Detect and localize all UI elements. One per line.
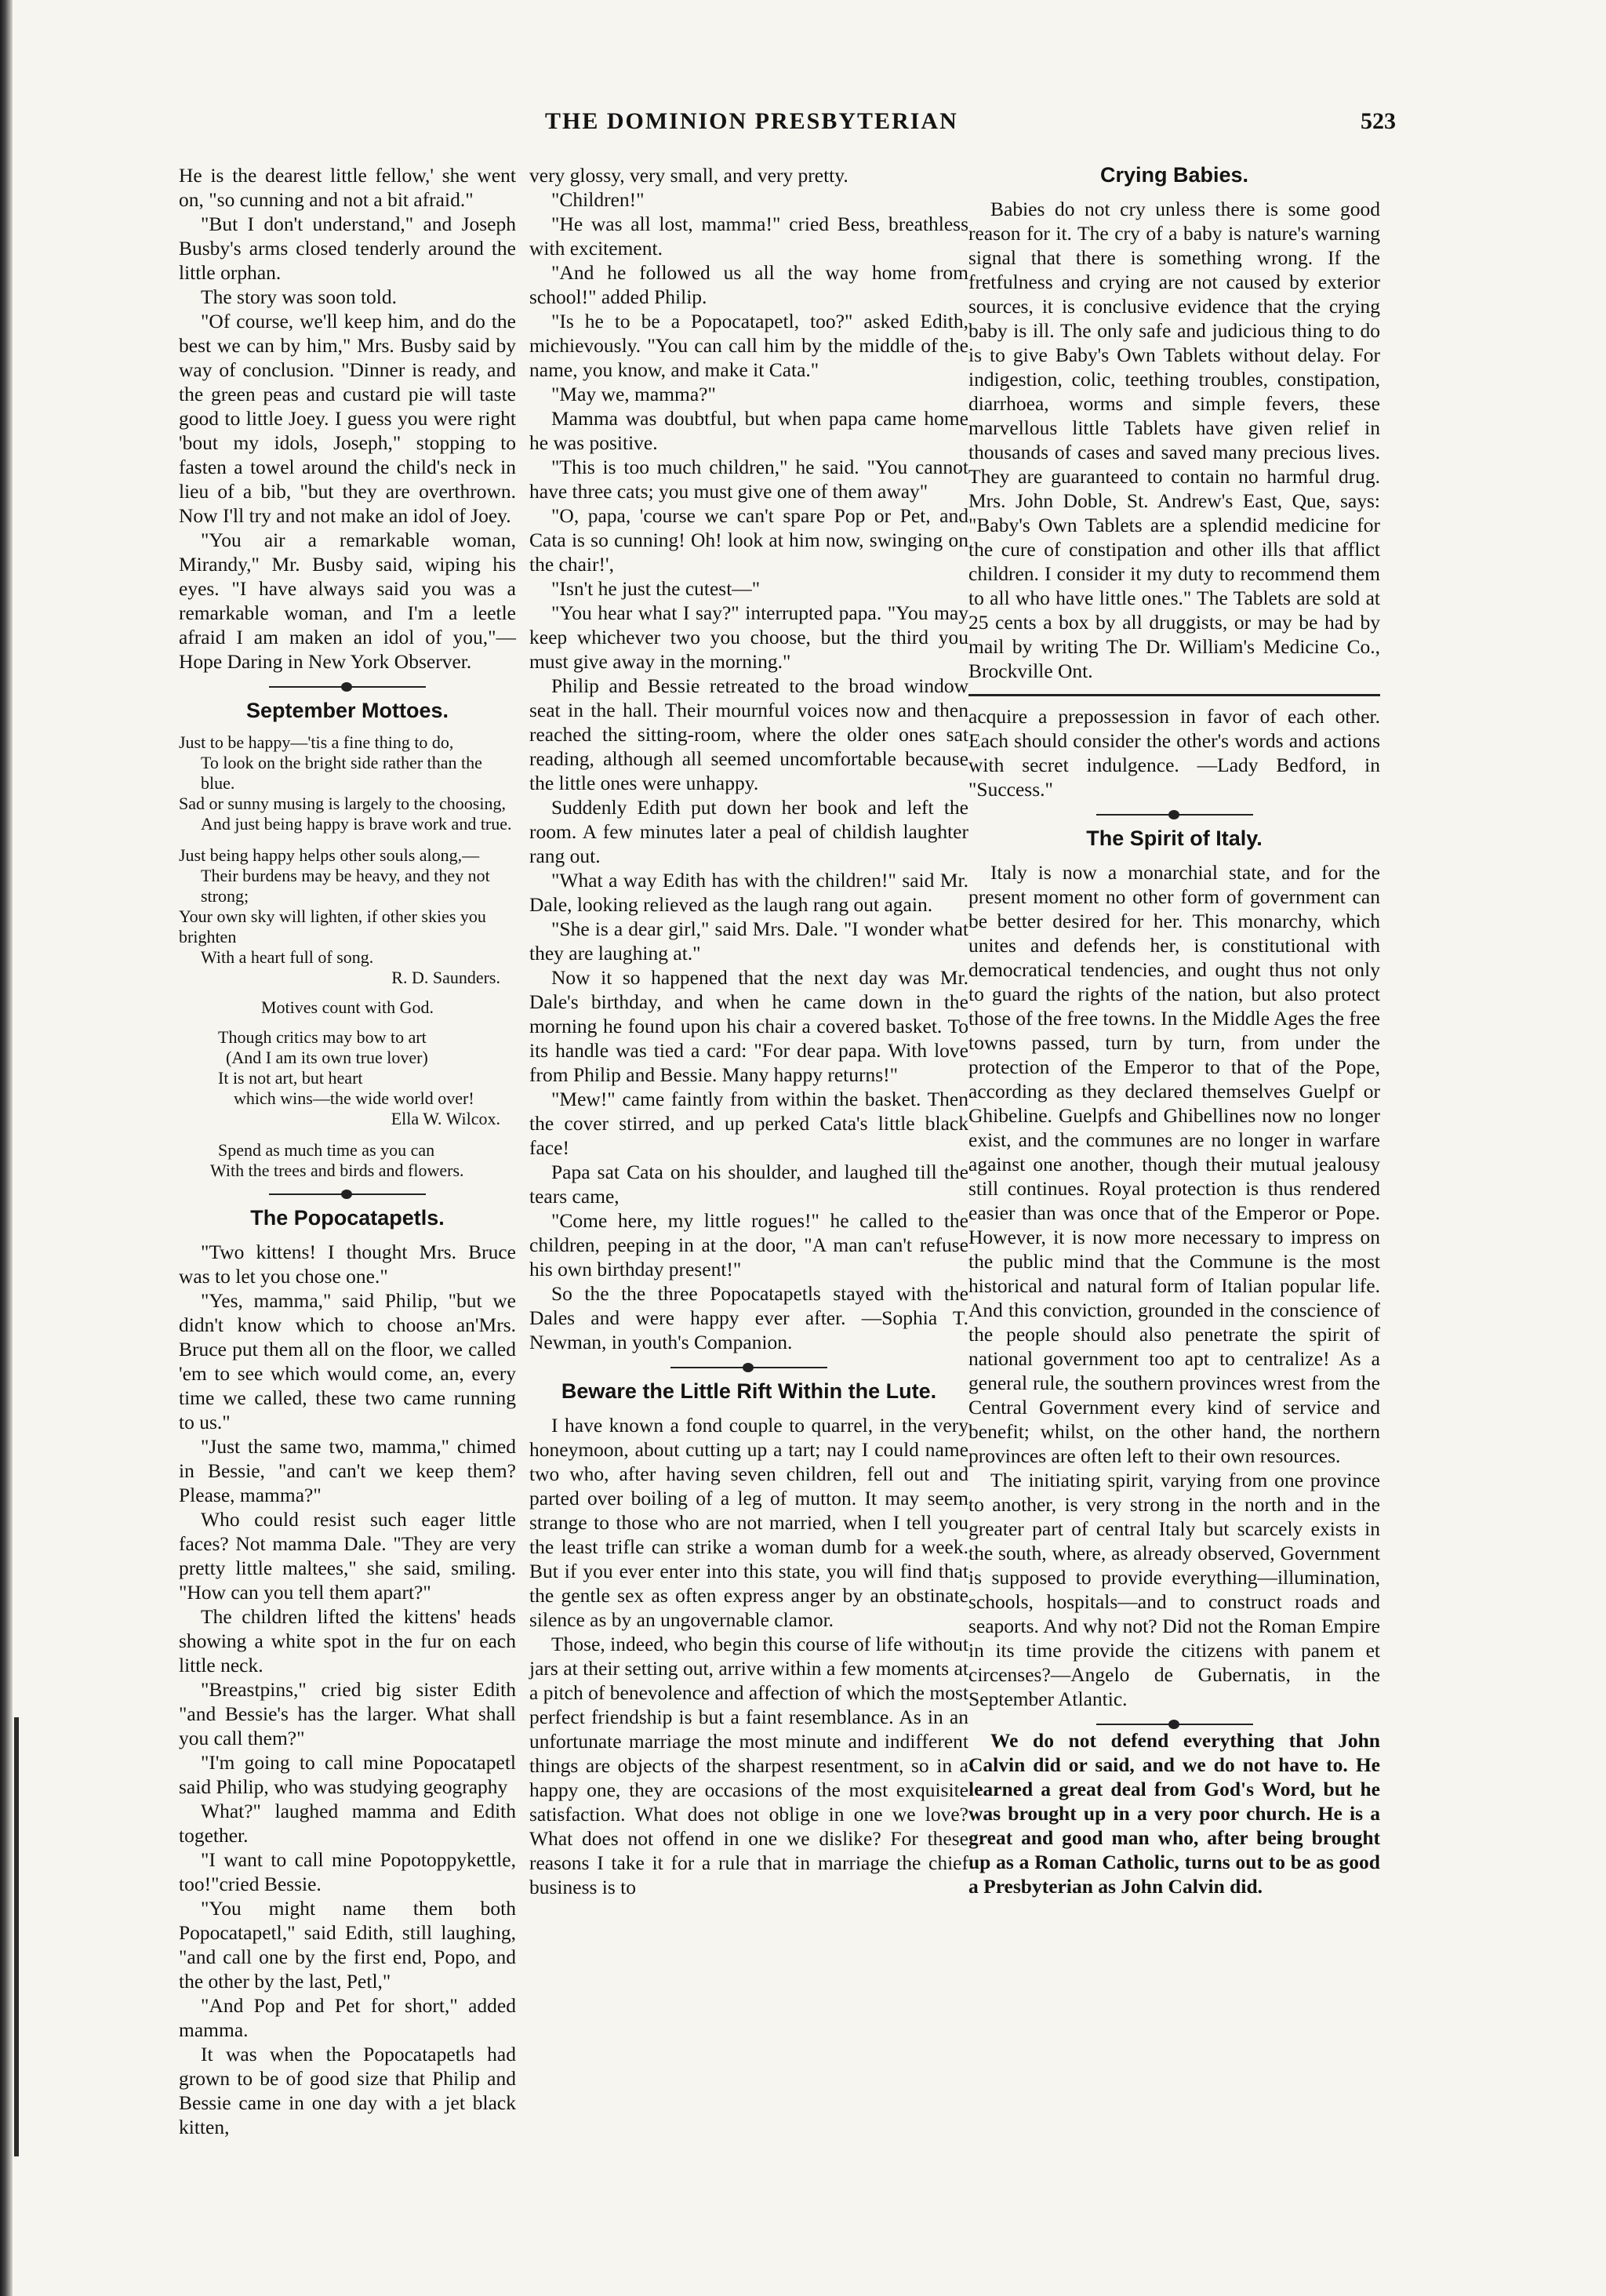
article-title-lute: Beware the Little Rift Within the Lute. — [561, 1379, 937, 1403]
paragraph: "Yes, mamma," said Philip, "but we didn't know which to choose an'Mrs. Bruce put them all on the floor, we called 'em to see which would come, an, every time we called, these two came running to us." — [179, 1289, 516, 1433]
column-1 — [179, 163, 516, 2139]
advertisement-text: Babies do not cry unless there is some good reason for it. The cry of a baby is nature's warning signal that there is something wrong. If the fretfulness and crying are not caused by exterior sources, it is conclusive evidence that the crying baby is ill. The only safe and judicious thing to do is to give Baby's Own Tablets without delay. For indigestion, colic, teething troubles, constipation, diarrhoea, worms and simple fevers, these marvellous little Tablets have given relief in thousands of cases and saved many precious lives. They are guaranteed to contain no harmful drug. Mrs. John Doble, St. Andrew's East, Que, says: "Baby's Own Tablets are a splendid medicine for the cure of constipation and other ills that afflict children. I consider it my duty to recommend them to all who have little ones." The Tablets are sold at 25 cents a box by all druggists, or may be had by mail by writing The Dr. William's Medicine Co., Brockville Ont. — [968, 198, 1380, 682]
section-divider — [670, 1367, 827, 1368]
paragraph: "This is too much children," he said. "You cannot have three cats; you must give one of them away" — [529, 456, 968, 503]
paragraph: "May we, mamma?" — [551, 383, 716, 405]
poem-line: Spend as much time as you can — [218, 1140, 435, 1160]
poem-author: R. D. Saunders. — [391, 968, 500, 987]
paragraph: "Children!" — [551, 188, 645, 211]
paragraph: Suddenly Edith put down her book and left the room. A few minutes later a peal of childish laughter rang out. — [529, 796, 968, 867]
poem-line: Just being happy helps other souls along,— — [179, 845, 480, 865]
paragraph: "But I don't understand," and Joseph Busby's arms closed tenderly around the little orphan. — [179, 213, 516, 284]
paragraph: It was when the Popocatapetls had grown to be of good size that Philip and Bessie came in one day with a jet black kitten, — [179, 2043, 516, 2138]
paragraph: Philip and Bessie retreated to the broad window seat in the hall. Their mournful voices now and then reached the sitting-room, where the older ones sat reading, although all seemed uncomfortable because the little ones were unhappy. — [529, 674, 968, 794]
paragraph: acquire a prepossession in favor of each other. Each should consider the other's words and actions with secret indulgence. —Lady Bedford, in "Success." — [968, 705, 1380, 801]
paragraph: "He was all lost, mamma!" cried Bess, breathless with excitement. — [529, 213, 968, 260]
paragraph: "I want to call mine Popotoppykettle, too!"cried Bessie. — [179, 1848, 516, 1895]
poem-line: which wins—the wide world over! — [234, 1088, 474, 1108]
paragraph: "And Pop and Pet for short," added mamma. — [179, 1994, 516, 2041]
paragraph: He is the dearest little fellow,' she went on, "so cunning and not a bit afraid." — [179, 164, 516, 211]
poem-line: Sad or sunny musing is largely to the choosing, — [179, 794, 506, 813]
paragraph: So the the three Popocatapetls stayed with the Dales and were happy ever after. —Sophia T. Newman, in youth's Companion. — [529, 1282, 968, 1353]
article-title-popocatapetls: The Popocatapetls. — [250, 1206, 445, 1230]
paragraph: The children lifted the kittens' heads showing a white spot in the fur on each little neck. — [179, 1605, 516, 1677]
paragraph: Papa sat Cata on his shoulder, and laughed till the tears came, — [529, 1161, 968, 1208]
motto-line: Motives count with God. — [261, 997, 434, 1017]
poem-line: And just being happy is brave work and true. — [201, 814, 512, 834]
paragraph: "You air a remarkable woman, Mirandy," Mr. Busby said, wiping his eyes. "I have always said you was a remarkable woman, and I'm a leetle afraid I am maken an idol of you,"—Hope Daring in New York Observer. — [179, 529, 516, 673]
paragraph: "You might name them both Popocatapetl," said Edith, still laughing, "and call one by the first end, Popo, and the other by the last, Petl," — [179, 1897, 516, 1993]
poem-line: To look on the bright side rather than the blue. — [201, 753, 487, 793]
column-3 — [968, 163, 1380, 1898]
poem-line: Though critics may bow to art — [218, 1027, 427, 1047]
paragraph: "What a way Edith has with the children!" said Mr. Dale, looking relieved as the laugh rang out again. — [529, 869, 968, 916]
poem-line: Their burdens may be heavy, and they not strong; — [201, 866, 495, 906]
paragraph: "Isn't he just the cutest—" — [551, 577, 761, 600]
paragraph: "Two kittens! I thought Mrs. Bruce was to let you chose one." — [179, 1241, 516, 1288]
poem-line: It is not art, but heart — [218, 1068, 363, 1088]
publication-title: THE DOMINION PRESBYTERIAN — [545, 108, 958, 134]
poem-line: Just to be happy—'tis a fine thing to do, — [179, 732, 454, 752]
paragraph: "Just the same two, mamma," chimed in Bessie, "and can't we keep them? Please, mamma?" — [179, 1435, 516, 1506]
page-header — [157, 108, 1396, 147]
poem-1 — [179, 732, 516, 1181]
margin-mark — [14, 1717, 19, 2156]
paragraph-calvin: We do not defend everything that John Calvin did or said, and we do not have to. He learned a great deal from God's Word, but he was brought up in a very poor church. He is a great and good man who, after being brought up as a Roman Catholic, turns out to be as good a Presbyterian as John Calvin did. — [968, 1729, 1380, 1898]
paragraph: Those, indeed, who begin this course of life without jars at their setting out, arrive within a few moments at a pitch of benevolence and affection of which the most perfect friendship is but a faint resemblance. As in an unfortunate marriage the most minute and indifferent things are objects of the sharpest resentment, so in a happy one, they are occasions of the most exquisite satisfaction. What does not oblige in one we love? What does not offend in one we dislike? For these reasons I take it for a rule that in marriage the chief business is to — [529, 1633, 968, 1898]
section-divider — [269, 686, 426, 688]
paragraph: "I'm going to call mine Popocatapetl said Philip, who was studying geography — [179, 1751, 516, 1798]
page-number: 523 — [1361, 108, 1396, 134]
section-divider — [1096, 1724, 1253, 1725]
article-title-spirit-of-italy: The Spirit of Italy. — [1086, 826, 1263, 850]
paragraph: Who could resist such eager little faces? Not mamma Dale. "They are very pretty little maltees," she said, smiling. "How can you tell them apart?" — [179, 1508, 516, 1604]
paragraph: "Is he to be a Popocatapetl, too?" asked Edith, michievously. "You can call him by the middle of the name, you know, and make it Cata." — [529, 310, 968, 381]
paragraph: "Mew!" came faintly from within the basket. Then the cover stirred, and up perked Cata's little black face! — [529, 1088, 968, 1159]
paragraph: I have known a fond couple to quarrel, in the very honeymoon, about cutting up a tart; nay I could name two who, after having seven children, fell out and parted over boiling of a leg of mutton. It may seem strange to those who are not married, when I tell you the least trifle can strike a woman dumb for a week. But if you ever enter into this state, you will find that the gentle sex as often express anger by an obstinate silence as by an ungovernable clamor. — [529, 1414, 968, 1631]
paragraph: "Breastpins," cried big sister Edith "and Bessie's has the larger. What shall you call them?" — [179, 1678, 516, 1749]
article-title-september-mottoes: September Mottoes. — [245, 699, 449, 722]
column-rule — [968, 694, 1380, 696]
poem-line: With the trees and birds and flowers. — [210, 1161, 464, 1180]
paragraph: Mamma was doubtful, but when papa came home he was positive. — [529, 407, 968, 454]
section-divider — [1096, 814, 1253, 816]
paragraph: "Of course, we'll keep him, and do the best we can by him," Mrs. Busby said by way of conclusion. "Dinner is ready, and the green peas and custard pie will taste good to little Joey. I guess you were right 'bout my idols, Joseph," stopping to fasten a towel around the child's neck in lieu of a bib, "but they are overthrown. Now I'll try and not make an idol of Joey. — [179, 310, 516, 527]
paragraph: "And he followed us all the way home from school!" added Philip. — [529, 261, 968, 308]
paragraph: "O, papa, 'course we can't spare Pop or Pet, and Cata is so cunning! Oh! look at him now, swinging on the chair!', — [529, 504, 968, 576]
poem-author: Ella W. Wilcox. — [391, 1109, 500, 1128]
section-divider — [269, 1193, 426, 1195]
paragraph: What?" laughed mamma and Edith together. — [179, 1800, 516, 1847]
article-title-crying-babies: Crying Babies. — [1099, 163, 1249, 187]
column-2 — [529, 163, 968, 1899]
paragraph: Now it so happened that the next day was Mr. Dale's birthday, and when he came down in the morning he found upon his chair a covered basket. To its handle was tied a card: "For dear papa. With love from Philip and Bessie. Many happy returns!" — [529, 966, 968, 1086]
paragraph: "Come here, my little rogues!" he called to the children, peeping in at the door, "A man can't refuse his own birthday present!" — [529, 1209, 968, 1281]
page-binding-edge — [0, 0, 13, 2296]
poem-line: Your own sky will lighten, if other skies you brighten — [179, 906, 491, 946]
paragraph: "She is a dear girl," said Mrs. Dale. "I wonder what they are laughing at." — [529, 917, 968, 965]
poem-line: (And I am its own true lover) — [226, 1048, 428, 1067]
paragraph: Italy is now a monarchial state, and for the present moment no other form of government can be better desired for her. This monarchy, which unites and defends her, is constitutional with democratical tendencies, and ought thus not only to guard the rights of the nation, but also protect those of the free towns. In the Middle Ages the free towns passed, turn by turn, from under the protection of the Emperor to that of the Pope, according as they declared themselves Guelpf or Ghibeline. Guelpfs and Ghibellines now no longer exist, and the communes are no longer in warfare against one another, though their mutual jealousy still continues. Royal protection is thus rendered easier than was once that of the Emperor or Pope. However, it is now more necessary to impress on the public mind that the Commune is the most historical and natural form of Italian popular life. And this conviction, grounded in the conscience of the people should also penetrate the spirit of national government too apt to centralize! As a general rule, the southern provinces wrest from the Central Government every kind of service and benefit; whilst, on the other hand, the northern provinces are often left to their own resources. — [968, 861, 1380, 1467]
paragraph: The initiating spirit, varying from one province to another, is very strong in the north and in the greater part of central Italy but scarcely exists in the south, where, as already observed, Government is supposed to provide everything—illumination, schools, hospitals—and to construct roads and seaports. And why not? Did not the Roman Empire in its time provide the citizens with panem et circenses?—Angelo de Gubernatis, in the September Atlantic. — [968, 1469, 1380, 1710]
paragraph: very glossy, very small, and very pretty. — [529, 164, 848, 187]
poem-line: With a heart full of song. — [201, 947, 374, 967]
paragraph: "You hear what I say?" interrupted papa. "You may keep whichever two you choose, but the third you must give away in the morning." — [529, 601, 968, 673]
paragraph: The story was soon told. — [201, 285, 398, 308]
